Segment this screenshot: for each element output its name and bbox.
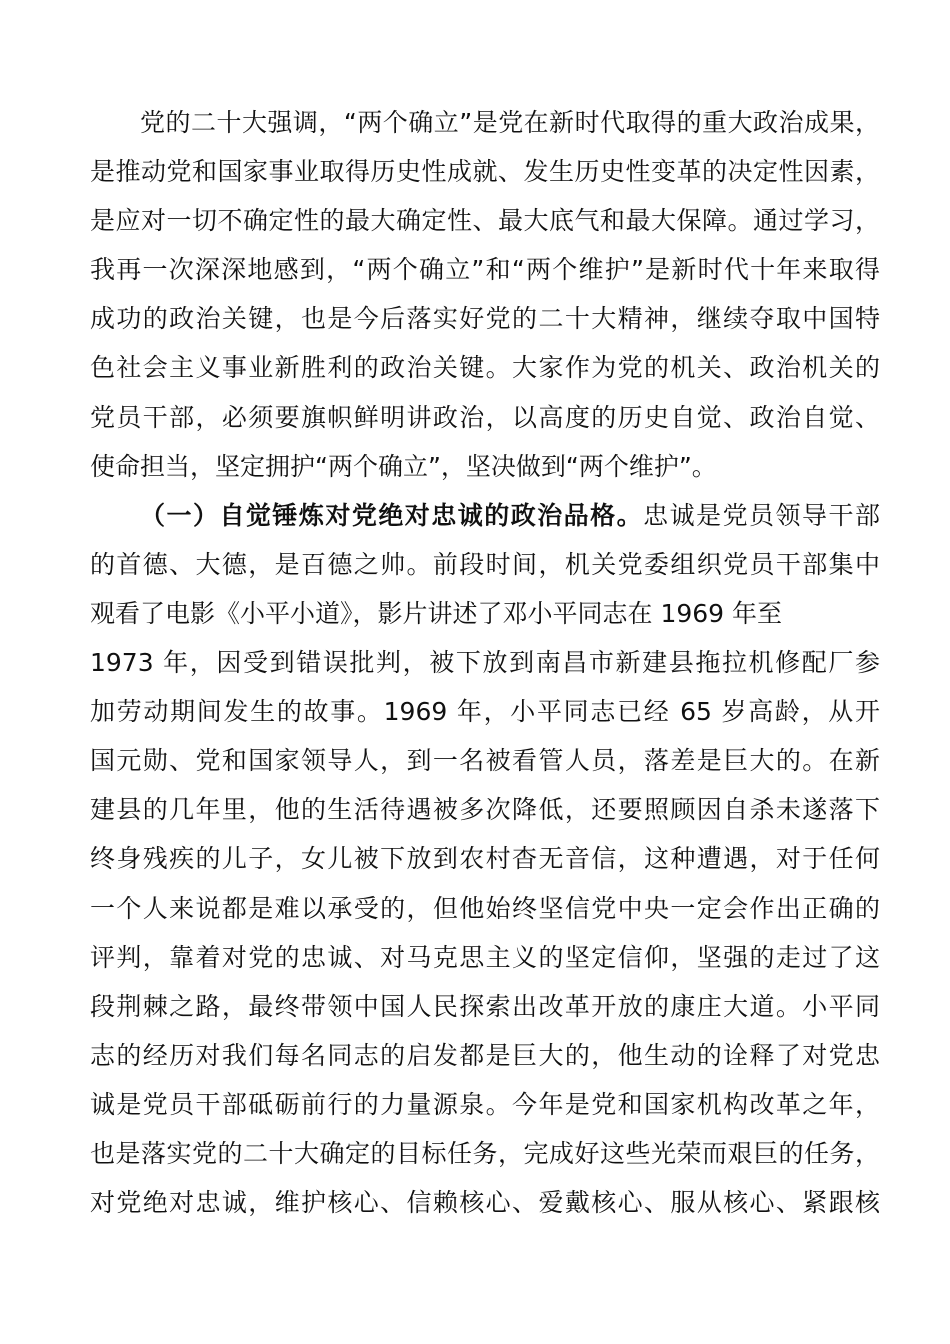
text-line: 诚是党员干部砥砺前行的力量源泉。今年是党和国家机构改革之年， (90, 1089, 880, 1119)
paragraph-two-establishments (90, 98, 880, 491)
text-line: 是应对一切不确定性的最大确定性、最大底气和最大保障。通过学习， (90, 206, 880, 236)
heading-line-text: 忠诚是党员领导干部 (643, 500, 880, 530)
text-line: 我再一次深深地感到，“两个确立”和“两个维护”是新时代十年来取得 (90, 255, 880, 285)
text-line-with-heading (90, 491, 880, 540)
text-line: 1973 年，因受到错误批判，被下放到南昌市新建县拖拉机修配厂参 (90, 648, 880, 678)
text-line: 对党绝对忠诚，维护核心、信赖核心、爱戴核心、服从核心、紧跟核 (90, 1188, 880, 1218)
text-line: 加劳动期间发生的故事。1969 年，小平同志已经 65 岁高龄，从开 (90, 697, 880, 727)
text-line: 使命担当，坚定拥护“两个确立”，坚决做到“两个维护”。 (90, 451, 717, 481)
text-line: 党的二十大强调，“两个确立”是党在新时代取得的重大政治成果， (140, 108, 880, 137)
text-line: 党员干部，必须要旗帜鲜明讲政治，以高度的历史自觉、政治自觉、 (90, 402, 880, 432)
text-line: 观看了电影《小平小道》，影片讲述了邓小平同志在 1969 年至 (90, 598, 783, 628)
text-line: 终身残疾的儿子，女儿被下放到农村杳无音信，这种遭遇，对于任何 (90, 844, 880, 874)
text-line: 也是落实党的二十大确定的目标任务，完成好这些光荣而艰巨的任务， (90, 1138, 880, 1168)
text-line: 建县的几年里，他的生活待遇被多次降低，还要照顾因自杀未遂落下 (90, 795, 880, 825)
text-line: 成功的政治关键，也是今后落实好党的二十大精神，继续夺取中国特 (90, 304, 880, 334)
document-body (90, 98, 880, 1227)
section-heading: （一）自觉锤炼对党绝对忠诚的政治品格。 (140, 500, 644, 530)
text-line: 评判，靠着对党的忠诚、对马克思主义的坚定信仰，坚强的走过了这 (90, 942, 880, 972)
text-line: 一个人来说都是难以承受的，但他始终坚信党中央一定会作出正确的 (90, 893, 880, 923)
text-line: 的首德、大德，是百德之帅。前段时间，机关党委组织党员干部集中 (90, 549, 880, 579)
paragraph-loyalty (90, 491, 880, 1227)
text-line: 国元勋、党和国家领导人，到一名被看管人员，落差是巨大的。在新 (90, 746, 880, 776)
text-line: 是推动党和国家事业取得历史性成就、发生历史性变革的决定性因素， (90, 157, 880, 187)
text-line: 色社会主义事业新胜利的政治关键。大家作为党的机关、政治机关的 (90, 353, 880, 383)
text-line: 段荆棘之路，最终带领中国人民探索出改革开放的康庄大道。小平同 (90, 991, 880, 1021)
text-line: 志的经历对我们每名同志的启发都是巨大的，他生动的诠释了对党忠 (90, 1040, 880, 1070)
